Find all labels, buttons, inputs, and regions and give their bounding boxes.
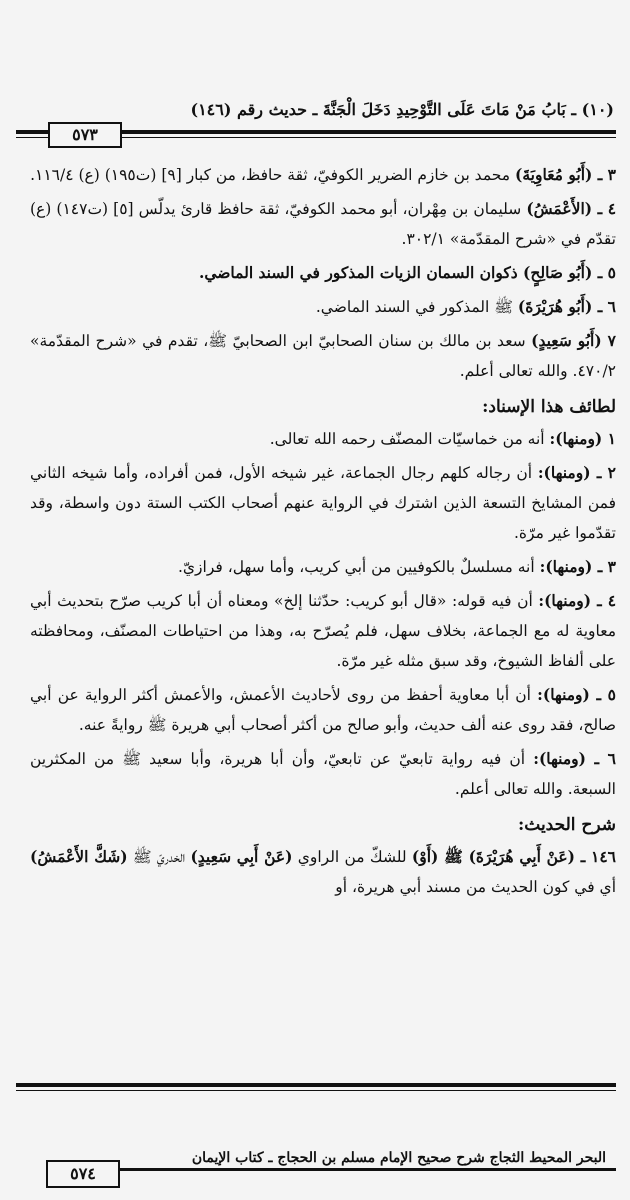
item-lead: ٤ ـ (ومنها): bbox=[538, 591, 617, 610]
narrator-name: ٧ (أَبُو سَعِيدٍ) bbox=[531, 331, 616, 350]
item-text: أن فيه قوله: «قال أبو كريب: حدّثنا إلخ» ومعناه أن أبا كريب صرّح بتحديث أبي معاوية له مع الجماعة، بخلاف سهل، فلم يُصرّح به، وهذا من احتياطات المصنّف، ومحافظته على ألفاظ الشيوخ، وقد سبق مثله غير مرّة. bbox=[30, 592, 616, 670]
item-text: أن أبا معاوية أحفظ من روى لأحاديث الأعمش، والأعمش أكثر الرواية عن أبي صالح، فقد روى عنه ألف حديث، وأبو صالح من أكثر أصحاب أبي هريرة ﷺ روايةً عنه. bbox=[30, 686, 616, 734]
item-text: الخدريّ ﷺ bbox=[127, 848, 191, 866]
list-item bbox=[30, 424, 616, 454]
section-heading: لطائف هذا الإسناد: bbox=[482, 397, 616, 417]
paragraph-text: سعد بن مالك بن سنان الصحابيّ ابن الصحابيّ ﷺ، تقدم في «شرح المقدّمة» ٤٧٠/٢. والله تعالى أعلم. bbox=[30, 332, 616, 380]
item-text: أنه مسلسلٌ بالكوفيين من أبي كريب، وأما سهل، فرازيّ. bbox=[178, 558, 540, 576]
footer-rule bbox=[16, 1083, 616, 1087]
narrator-name: ٥ ـ (أَبُو صَالِحٍ) ذكوان السمان الزيات المذكور في السند الماضي. bbox=[198, 263, 616, 282]
item-lead: ٣ ـ (ومنها): bbox=[539, 557, 616, 576]
paragraph-text: سليمان بن مِهْران، أبو محمد الكوفيّ، ثقة حافظ قارئ يدلّس [٥] (ت١٤٧) (ع) تقدّم في «شرح المقدّمة» ٣٠٢/١. bbox=[30, 200, 616, 248]
list-item bbox=[30, 458, 616, 548]
item-lead: ١ (ومنها): bbox=[549, 429, 616, 448]
paragraph-text: محمد بن خازم الضرير الكوفيّ، ثقة حافظ، من كبار [٩] (ت١٩٥) (ع) ١١٦/٤. bbox=[30, 166, 516, 184]
item-lead: ١٤٦ ـ (عَنْ أَبِي هُرَيْرَةَ) ﷺ (أَوْ) bbox=[411, 847, 617, 866]
paragraph bbox=[30, 292, 616, 322]
paragraph-text: ﷺ المذكور في السند الماضي. bbox=[315, 298, 518, 316]
paragraph bbox=[30, 194, 616, 254]
item-text: أنه من خماسيّات المصنّف رحمه الله تعالى. bbox=[269, 430, 550, 448]
footer-rule-thin bbox=[16, 1090, 616, 1091]
narrator-name: ٣ ـ (أَبُو مُعَاوِيَةَ) bbox=[515, 165, 616, 184]
item-text: أي في كون الحديث من مسند أبي هريرة، أو bbox=[335, 878, 616, 896]
paragraph bbox=[30, 326, 616, 386]
item-text: أن فيه رواية تابعيّ عن تابعيّ، وأن أبا هريرة، وأبا سعيد ﷺ من المكثرين السبعة. والله تعالى أعلم. bbox=[30, 750, 616, 798]
list-item bbox=[30, 552, 616, 582]
item-lead: ٢ ـ (ومنها): bbox=[537, 463, 616, 482]
book-title: البحر المحيط الثجاج شرح صحيح الإمام مسلم بن الحجاج ـ كتاب الإيمان bbox=[191, 1150, 606, 1166]
item-lead: ٥ ـ (ومنها): bbox=[537, 685, 616, 704]
paragraph bbox=[30, 160, 616, 190]
item-lead: (شَكَّ الأَعْمَشُ) bbox=[30, 847, 128, 866]
section-heading: شرح الحديث: bbox=[517, 815, 616, 835]
list-item bbox=[30, 680, 616, 740]
list-item bbox=[30, 744, 616, 804]
item-text: أن رجاله كلهم رجال الجماعة، غير شيخه الأول، فمن أفراده، وأما شيخه الثاني فمن المشايخ التسعة الذين اشترك في الرواية عنهم أصحاب الكتب الستة دون واسطة، وقد تقدّموا غير مرّة. bbox=[30, 464, 616, 542]
page-number-top: ٥٧٣ bbox=[48, 122, 122, 148]
main-text bbox=[30, 160, 616, 906]
item-lead: (عَنْ أَبِي سَعِيدٍ) bbox=[190, 847, 293, 866]
item-text: للشكّ من الراوي bbox=[292, 848, 412, 866]
item-lead: ٦ ـ (ومنها): bbox=[533, 749, 616, 768]
narrator-name: ٦ ـ (أَبُو هُرَيْرَةَ) bbox=[517, 297, 616, 316]
page-number-bottom: ٥٧٤ bbox=[46, 1160, 120, 1188]
chapter-header: (١٠) ـ بَابُ مَنْ مَاتَ عَلَى التَّوْحِيدِ دَخَلَ الْجَنَّةَ ـ حديث رقم (١٤٦) bbox=[190, 100, 614, 119]
list-item bbox=[30, 586, 616, 676]
list-item bbox=[30, 842, 616, 902]
footer-underline bbox=[120, 1168, 616, 1171]
paragraph bbox=[30, 258, 616, 288]
narrator-name: ٤ ـ (الأَعْمَشُ) bbox=[526, 199, 617, 218]
